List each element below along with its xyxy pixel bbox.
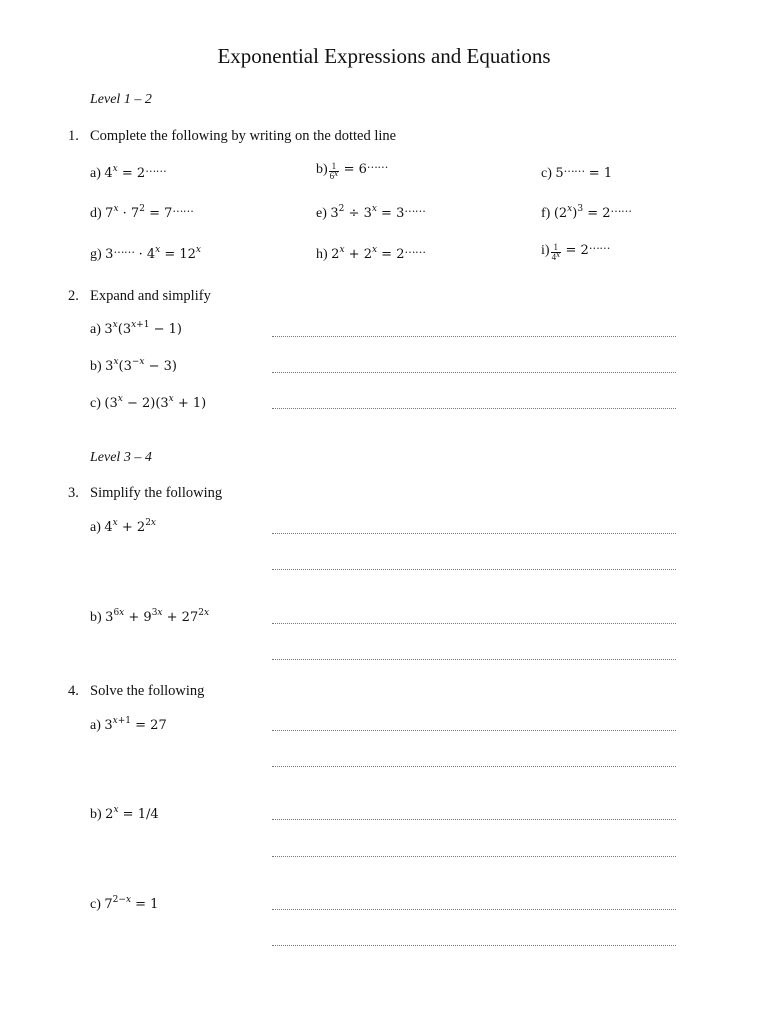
- q1-item-c: c) 5…… = 1: [541, 162, 613, 181]
- item-label: b): [90, 807, 102, 822]
- item-label: a): [90, 166, 101, 181]
- q1-item-i: i) $\frac{1}{4^𝑥}$ = 2……: [541, 239, 610, 262]
- item-label: f): [541, 206, 551, 221]
- item-label: e): [316, 206, 327, 221]
- item-label: b): [316, 162, 328, 177]
- answer-line[interactable]: [272, 372, 676, 373]
- item-label: h): [316, 247, 328, 262]
- answer-line[interactable]: [272, 533, 676, 534]
- answer-line[interactable]: [272, 336, 676, 337]
- q4-item-a: a) $3^{𝑥+1} = 27$: [90, 716, 167, 733]
- page-title: Exponential Expressions and Equations: [217, 44, 551, 68]
- item-label: b): [90, 610, 102, 625]
- question-4-number: 4.: [68, 683, 79, 699]
- q1-item-f: f) $(2^𝑥)^3 = 2^{\dots\dots}$: [541, 202, 632, 221]
- level-heading-3-4: Level 3 – 4: [90, 450, 152, 465]
- q1-item-d: d) $7^𝑥 \cdot 7^2 = 7^{\dots\dots}$: [90, 202, 194, 221]
- question-4-text: Solve the following: [90, 683, 205, 699]
- q1-item-g: g) $3^{\dots\dots} \cdot 4^𝑥 = 12^𝑥$: [90, 243, 201, 262]
- item-label: c): [90, 396, 101, 411]
- item-label: a): [90, 718, 101, 733]
- answer-line[interactable]: [272, 819, 676, 820]
- q4-item-c: c) $7^{2-𝑥} = 1$: [90, 895, 159, 912]
- question-2-number: 2.: [68, 288, 79, 304]
- q1-item-b: b) $\frac{1}{6^𝑥}$ = 6……: [316, 158, 388, 181]
- question-1-text: Complete the following by writing on the dotted line: [90, 128, 397, 144]
- item-label: c): [541, 166, 552, 181]
- answer-line[interactable]: [272, 945, 676, 946]
- item-label: a): [90, 520, 101, 535]
- answer-line[interactable]: [272, 569, 676, 570]
- question-2-text: Expand and simplify: [90, 288, 211, 304]
- answer-line[interactable]: [272, 730, 676, 731]
- item-label: d): [90, 206, 102, 221]
- fraction: $\frac{1}{6^𝑥}$: [329, 161, 339, 181]
- answer-line[interactable]: [272, 856, 676, 857]
- answer-line[interactable]: [272, 408, 676, 409]
- q4-item-b: b) $2^𝑥 = 1/4$: [90, 805, 159, 822]
- answer-line[interactable]: [272, 766, 676, 767]
- q1-item-h: h) $2^𝑥 + 2^𝑥 = 2^{\dots\dots}$: [316, 243, 426, 262]
- item-label: a): [90, 322, 101, 337]
- item-label: i): [541, 243, 550, 258]
- question-3-number: 3.: [68, 485, 79, 501]
- question-3-text: Simplify the following: [90, 485, 223, 501]
- q1-item-e: e) $3^2 \div 3^𝑥 = 3^{\dots\dots}$: [316, 202, 426, 221]
- q2-item-c: c) $(3^𝑥 - 2)(3^𝑥 + 1)$: [90, 394, 207, 411]
- q2-item-a: a) $3^𝑥(3^{𝑥+1} - 1)$: [90, 320, 182, 337]
- level-heading-1-2: Level 1 – 2: [90, 92, 152, 107]
- q3-item-a: a) $4^𝑥 + 2^{2𝑥}$: [90, 518, 156, 535]
- item-label: g): [90, 247, 102, 262]
- question-1-number: 1.: [68, 128, 79, 144]
- q2-item-b: b) $3^𝑥(3^{-𝑥} - 3)$: [90, 357, 177, 374]
- answer-line[interactable]: [272, 909, 676, 910]
- item-label: c): [90, 897, 101, 912]
- q3-item-b: b) $3^{6𝑥} + 9^{3𝑥} + 27^{2𝑥}$: [90, 608, 210, 625]
- answer-line[interactable]: [272, 623, 676, 624]
- q1-item-a: a) $4^𝑥 = 2^{\dots\dots}$: [90, 162, 167, 181]
- item-label: b): [90, 359, 102, 374]
- answer-line[interactable]: [272, 659, 676, 660]
- fraction: $\frac{1}{4^𝑥}$: [551, 242, 561, 262]
